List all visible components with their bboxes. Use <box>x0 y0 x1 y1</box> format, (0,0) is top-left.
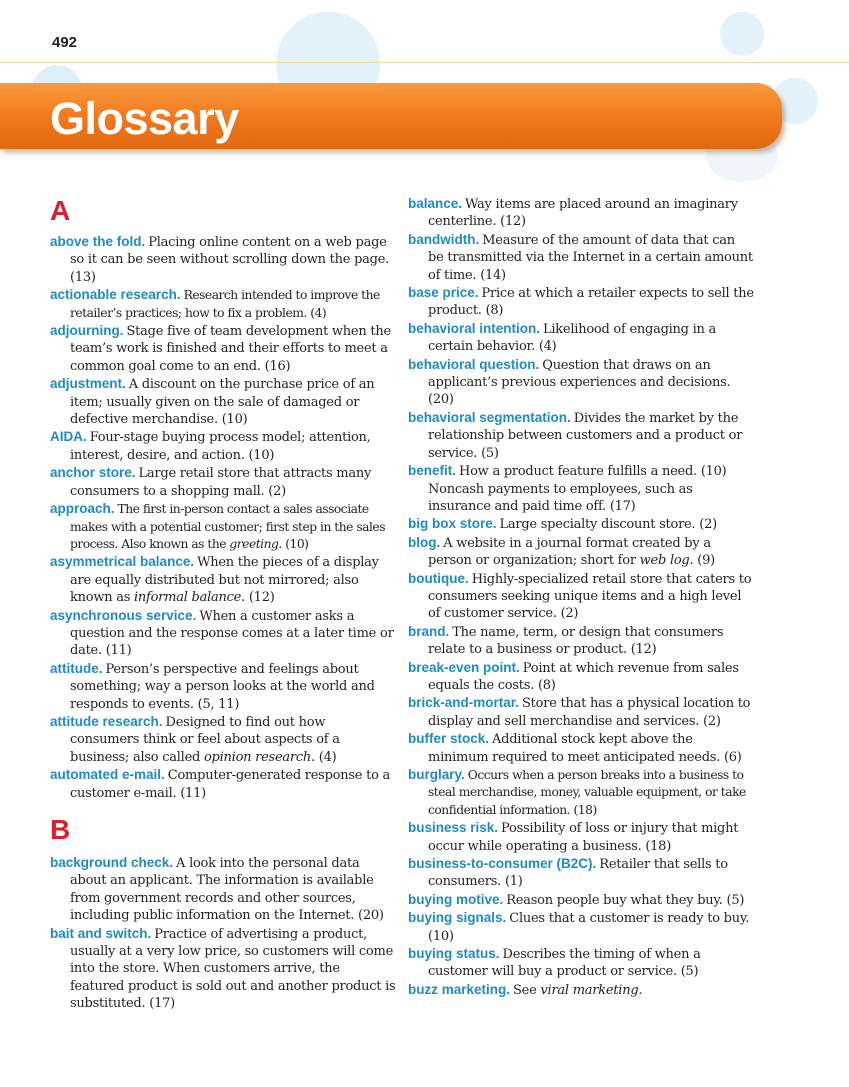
glossary-definition: The name, term, or design that consumers relate to a business or product. (12) <box>428 624 724 658</box>
glossary-definition: . (10) <box>278 536 309 551</box>
glossary-definition: A website in a journal format created by a person or organization; short for <box>428 535 711 569</box>
glossary-term: business-to-consumer (B2C). <box>408 856 597 872</box>
glossary-definition: Large specialty discount store. (2) <box>499 517 717 533</box>
glossary-definition: Way items are placed around an imaginary centerline. (12) <box>428 197 738 230</box>
glossary-entry <box>408 981 754 999</box>
decor-bubble <box>720 12 764 56</box>
glossary-entry <box>408 730 754 766</box>
glossary-definition: A look into the personal data about an applicant. The information is available from government records and other sources, including public information on the Internet. (20) <box>70 856 384 924</box>
glossary-term: bait and switch. <box>50 925 152 941</box>
glossary-list-b <box>50 854 396 1013</box>
glossary-entry <box>50 660 396 713</box>
glossary-term: automated e-mail. <box>50 767 165 783</box>
glossary-definition: The first in-person contact a sales associate makes with a potential customer; first step in the sales process. Also known as the <box>70 502 386 551</box>
glossary-definition: . (4) <box>311 749 337 765</box>
glossary-term: brand. <box>408 623 450 639</box>
glossary-term: bandwidth. <box>408 231 480 247</box>
glossary-entry <box>50 925 396 1013</box>
glossary-cross-reference: greeting <box>229 536 279 551</box>
glossary-definition: See <box>513 982 541 998</box>
glossary-entry <box>408 534 754 570</box>
glossary-definition: Divides the market by the relationship between customers and a product or service. (5) <box>428 410 743 461</box>
glossary-definition: Price at which a retailer expects to sell the product. (8) <box>428 286 754 319</box>
glossary-entry <box>408 231 754 284</box>
section-letter-b: B <box>50 814 71 845</box>
glossary-definition: Person’s perspective and feelings about something; way a person looks at the world and responds to events. (5, 11) <box>70 661 375 712</box>
glossary-definition: Likelihood of engaging in a certain behavior. (4) <box>428 321 717 355</box>
glossary-entry <box>50 322 396 375</box>
glossary-entry <box>408 659 754 695</box>
glossary-entry <box>408 515 754 533</box>
glossary-definition: Computer-generated response to a customer e-mail. (11) <box>70 768 391 801</box>
title-banner <box>0 83 782 149</box>
glossary-entry <box>408 409 754 462</box>
glossary-definition: When the pieces of a display are equally distributed but not mirrored; also known as <box>70 555 379 606</box>
glossary-term: AIDA. <box>50 429 87 445</box>
glossary-definition: Research intended to improve the retailer’s practices; how to fix a problem. (4) <box>70 288 380 320</box>
glossary-entry <box>50 464 396 500</box>
glossary-entry <box>408 945 754 981</box>
glossary-definition: Practice of advertising a product, usually at a very low price, so customers will come into the store. When customers arrive, the featured product is sold out and another product is substituted. (17) <box>70 926 396 1012</box>
glossary-definition: Point at which revenue from sales equals the costs. (8) <box>428 660 739 693</box>
glossary-term: balance. <box>408 196 463 211</box>
glossary-term: burglary. <box>408 767 465 782</box>
glossary-term: behavioral intention. <box>408 320 541 336</box>
glossary-term: big box store. <box>408 516 497 532</box>
glossary-term: approach. <box>50 501 115 517</box>
glossary-definition: When a customer asks a question and the response comes at a later time or date. (11) <box>70 608 394 659</box>
glossary-definition: Measure of the amount of data that can be transmitted via the Internet in a certain amount of time. (14) <box>428 232 753 283</box>
glossary-term: brick-and-mortar. <box>408 695 520 711</box>
glossary-definition: Describes the timing of when a customer will buy a product or service. (5) <box>428 947 701 980</box>
glossary-entry <box>50 607 396 660</box>
glossary-term: adjustment. <box>50 376 126 392</box>
glossary-term: buying signals. <box>408 910 507 926</box>
glossary-term: anchor store. <box>50 465 136 481</box>
glossary-entry <box>408 284 754 320</box>
glossary-definition: . (12) <box>241 590 275 606</box>
left-column <box>50 195 396 1013</box>
glossary-entry <box>408 855 754 891</box>
glossary-entry <box>50 553 396 606</box>
glossary-term: asymmetrical balance. <box>50 554 195 570</box>
glossary-list-a <box>50 233 396 802</box>
glossary-definition: Four-stage buying process model; attention, interest, desire, and action. (10) <box>70 430 371 463</box>
glossary-entry <box>50 375 396 428</box>
glossary-cross-reference: informal balance <box>134 590 242 606</box>
glossary-entry <box>50 854 396 925</box>
glossary-cross-reference: web log <box>639 553 690 569</box>
glossary-definition: A discount on the purchase price of an item; usually given on the sale of damaged or defective merchandise. (10) <box>70 377 375 428</box>
glossary-list-right <box>408 195 754 999</box>
glossary-entry <box>408 909 754 945</box>
glossary-term: behavioral segmentation. <box>408 409 571 425</box>
glossary-term: buzz marketing. <box>408 981 511 997</box>
glossary-term: asynchronous service. <box>50 607 197 623</box>
glossary-term: base price. <box>408 285 479 301</box>
glossary-definition: Clues that a customer is ready to buy. (10) <box>428 911 750 944</box>
glossary-term: attitude research. <box>50 713 163 729</box>
glossary-definition: . (9) <box>689 553 715 569</box>
glossary-definition: Possibility of loss or injury that might occur while operating a business. (18) <box>428 821 739 854</box>
glossary-term: blog. <box>408 534 441 550</box>
glossary-definition: Occurs when a person breaks into a business to steal merchandise, money, valuable equipment, or take confidential information. (18) <box>428 768 746 817</box>
glossary-definition: Designed to find out how consumers think or feel about aspects of a business; also called <box>70 714 340 765</box>
page-number: 492 <box>52 34 78 51</box>
glossary-entry <box>408 623 754 659</box>
glossary-entry <box>50 500 396 553</box>
glossary-term: actionable research. <box>50 287 181 303</box>
glossary-definition: Stage five of team development when the team’s work is finished and their efforts to meet a common goal come to an end. (16) <box>70 324 391 374</box>
glossary-cross-reference: opinion research <box>203 749 312 765</box>
glossary-term: benefit. <box>408 463 457 479</box>
section-letter-a: A <box>50 195 71 226</box>
glossary-definition: Highly-specialized retail store that caters to consumers seeking unique items and a high level of customer service. (2) <box>428 571 752 622</box>
glossary-term: break-even point. <box>408 659 520 675</box>
glossary-entry <box>408 320 754 356</box>
glossary-definition: . <box>638 982 643 998</box>
glossary-term: behavioral question. <box>408 356 540 372</box>
glossary-term: adjourning. <box>50 323 124 339</box>
glossary-entry <box>50 766 396 802</box>
page-title: Glossary <box>50 93 239 144</box>
glossary-definition: Question that draws on an applicant’s previous experiences and decisions. (20) <box>428 357 731 408</box>
glossary-entry <box>50 286 396 322</box>
header-rule <box>0 62 849 63</box>
glossary-definition: Reason people buy what they buy. (5) <box>506 892 745 908</box>
glossary-definition: Store that has a physical location to display and sell merchandise and services. (2) <box>428 696 751 729</box>
glossary-term: boutique. <box>408 570 469 586</box>
glossary-term: buying motive. <box>408 891 504 907</box>
glossary-term: buffer stock. <box>408 731 490 747</box>
glossary-cross-reference: viral marketing <box>540 982 639 998</box>
glossary-entry <box>408 891 754 909</box>
glossary-term: above the fold. <box>50 234 146 249</box>
glossary-term: business risk. <box>408 820 499 836</box>
glossary-term: background check. <box>50 855 174 870</box>
glossary-definition: Retailer that sells to consumers. (1) <box>428 857 728 890</box>
right-column <box>408 195 754 999</box>
glossary-definition: Large retail store that attracts many consumers to a shopping mall. (2) <box>70 466 372 499</box>
glossary-entry <box>408 195 754 231</box>
glossary-entry <box>408 356 754 409</box>
glossary-definition: Placing online content on a web page so it can be seen without scrolling down the page. (13) <box>70 235 390 285</box>
glossary-term: attitude. <box>50 660 103 676</box>
glossary-entry <box>408 766 754 819</box>
glossary-term: buying status. <box>408 946 500 962</box>
glossary-entry <box>50 428 396 464</box>
glossary-definition: How a product feature fulfills a need. (10) Noncash payments to employees, such as insurance and paid time off. (17) <box>428 464 727 514</box>
glossary-entry <box>408 694 754 730</box>
glossary-entry <box>408 570 754 623</box>
glossary-definition: Additional stock kept above the minimum required to meet anticipated needs. (6) <box>428 732 742 765</box>
glossary-entry <box>408 819 754 855</box>
glossary-entry <box>50 713 396 766</box>
glossary-entry <box>408 462 754 515</box>
glossary-entry <box>50 233 396 286</box>
